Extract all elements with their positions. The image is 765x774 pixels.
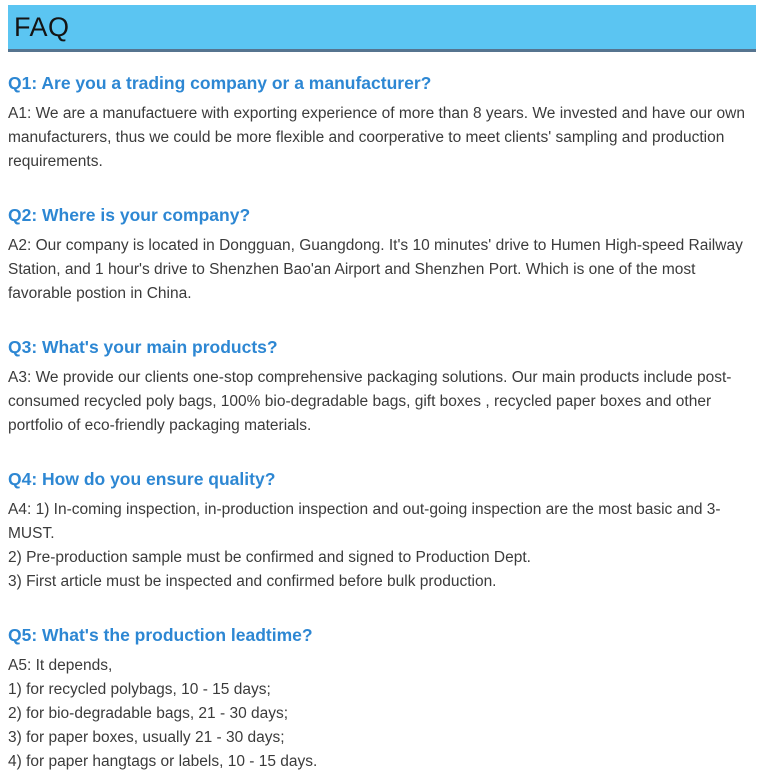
- faq-answer: [8, 654, 757, 774]
- faq-item: [8, 336, 757, 438]
- answer-line: A5: It depends,: [8, 657, 113, 674]
- faq-answer: [8, 102, 757, 174]
- answer-line: 2) Pre-production sample must be confirmed and signed to Production Dept.: [8, 549, 531, 566]
- answer-line: 3) for paper boxes, usually 21 - 30 days;: [8, 729, 285, 746]
- faq-item: [8, 468, 757, 594]
- faq-answer: [8, 498, 757, 594]
- faq-section-header: [8, 5, 756, 52]
- faq-page: [0, 5, 765, 770]
- faq-question: Q1: Are you a trading company or a manufacturer?: [8, 73, 432, 93]
- answer-line: 4) for paper hangtags or labels, 10 - 15 days.: [8, 753, 318, 770]
- faq-answer: [8, 366, 757, 438]
- answer-line: 2) for bio-degradable bags, 21 - 30 days;: [8, 705, 289, 722]
- faq-question: Q5: What's the production leadtime?: [8, 625, 313, 645]
- faq-question: Q3: What's your main products?: [8, 337, 278, 357]
- answer-line: A1: We are a manufactuere with exporting experience of more than 8 years. We invested and have our own manufacturers, thus we could be more flexible and coorperative to meet clients' sampling and production requirements.: [8, 105, 745, 170]
- answer-line: 1) for recycled polybags, 10 - 15 days;: [8, 681, 271, 698]
- answer-line: 3) First article must be inspected and confirmed before bulk production.: [8, 573, 497, 590]
- answer-line: A4: 1) In-coming inspection, in-production inspection and out-going inspection are the most basic and 3-MUST.: [8, 501, 721, 542]
- faq-title: FAQ: [14, 11, 70, 42]
- answer-line: A3: We provide our clients one-stop comprehensive packaging solutions. Our main products include post-consumed recycled poly bags, 100% bio-degradable bags, gift boxes , recycled paper boxes and other portfolio of eco-friendly packaging materials.: [8, 369, 732, 434]
- faq-list: [8, 72, 757, 774]
- faq-question: Q4: How do you ensure quality?: [8, 469, 276, 489]
- faq-answer: [8, 234, 757, 306]
- faq-item: [8, 624, 757, 774]
- faq-question: Q2: Where is your company?: [8, 205, 251, 225]
- faq-item: [8, 204, 757, 306]
- answer-line: A2: Our company is located in Dongguan, Guangdong. It's 10 minutes' drive to Humen High-speed Railway Station, and 1 hour's drive to Shenzhen Bao'an Airport and Shenzhen Port. Which is one of the most favorable postion in China.: [8, 237, 743, 302]
- faq-item: [8, 72, 757, 174]
